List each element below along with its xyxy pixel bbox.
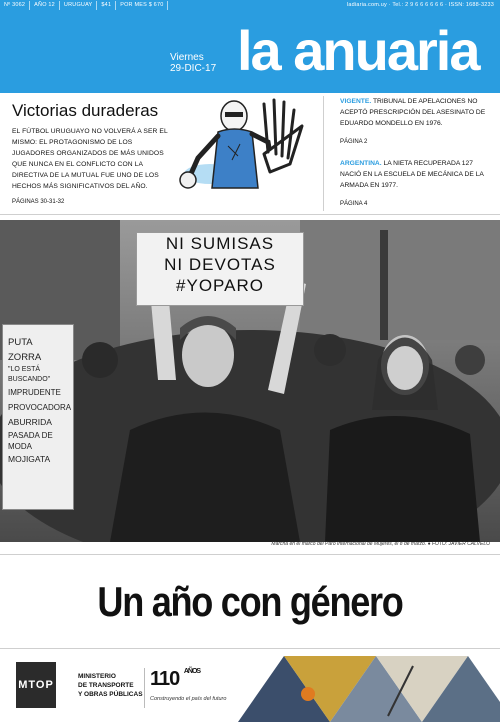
side-story-vigente[interactable] [340,96,490,129]
sign-word: PROVOCADORA [8,403,72,412]
sign-word: PUTA [8,337,33,348]
sign-word: MODA [8,442,32,451]
anniversary-mark [150,668,200,691]
side-story-text: TRIBUNAL DE APELACIONES NO ACEPTÓ PRESCRIPCIÓN DEL ASESINATO DE EDUARDO MONDELLO EN 1976. [340,98,486,127]
newspaper-logo[interactable]: la anuaria [237,19,479,82]
mtop-logo-text: MTOP [18,679,54,691]
issue-date [170,52,216,74]
side-story-argentina[interactable] [340,158,490,191]
lead-story-body: EL FÚTBOL URUGUAYO NO VOLVERÁ A SER EL MISMO: EL PROTAGONISMO DE LOS JUGADORES ORGANIZADOS DE MÁS UNIDOS QUE NUNCA EN EL CONFLICTO CON LA DIRECTIVA DE LA MUTUAL FUE UNO DE LOS HECHOS MÁS SIGNIFICATIVOS DEL AÑO. [12,128,168,190]
sign-line: #YOPARO [176,276,264,295]
date: 29-DIC-17 [170,63,217,74]
side-story-page: PÁGINA 4 [340,201,368,207]
ad-slogan: Construyendo el país del futuro [150,696,227,702]
price: $41 [97,1,116,10]
sign-word: IMPRUDENTE [8,388,61,397]
sign-line: NI DEVOTAS [164,255,276,274]
issue-number: Nº 3062 [0,1,30,10]
march-photo-image [0,220,500,542]
section-divider [0,214,500,215]
photo-caption: Marcha en el marco del Paro Internacional de Mujeres, el 8 de marzo. ● FOTO: JAVIER CALVELO [271,541,490,547]
main-headline[interactable]: Un año con género [97,578,403,625]
ministry-line: DE TRANSPORTE [78,682,134,689]
side-story-page: PÁGINA 2 [340,139,368,145]
ministry-line: MINISTERIO [78,673,116,680]
sign-word: ZORRA [8,352,42,363]
ad-divider [144,668,145,708]
sign-word: ABURRIDA [8,417,52,427]
protest-sign-main [136,232,304,306]
contact-info: ladiaria.com.uy · Tel.: 2 9 6 6 6 6 6 6 · ISSN: 1688-3233 [346,2,494,8]
ministry-name [78,672,143,699]
column-divider [323,96,324,211]
sign-word: "LO ESTÁ [8,366,41,373]
sign-line: NI SUMISAS [165,234,275,253]
headline-bottom-rule [0,648,500,649]
lead-story-title[interactable]: Victorias duraderas [12,101,159,120]
lead-story-pages: PÁGINAS 30-31-32 [12,199,65,205]
headline-top-rule [0,554,500,555]
subscription-price: POR MES $ 670 [116,1,168,10]
protest-sign-left [2,324,74,510]
mtop-logo [16,662,56,708]
ministry-line: Y OBRAS PÚBLICAS [78,691,143,698]
anniversary-label: AÑOS [183,668,201,675]
sign-word: PASADA DE [8,431,53,440]
infrastructure-collage-image [238,656,500,722]
country: URUGUAY [60,1,98,10]
anniversary-years: 110 [150,668,180,690]
side-story-keyword: ARGENTINA. [340,160,382,167]
sign-word: MOJIGATA [8,454,51,464]
year-number: AÑO 12 [30,1,60,10]
side-story-text: LA NIETA RECUPERADA 127 NACIÓ EN LA ESCUELA DE MECÁNICA DE LA ARMADA EN 1977. [340,160,484,189]
footballer-illustration-image [168,96,310,208]
side-story-keyword: VIGENTE. [340,98,372,105]
sign-word: BUSCANDO" [8,376,51,383]
weekday: Viernes [170,52,204,63]
info-bar [0,0,500,11]
